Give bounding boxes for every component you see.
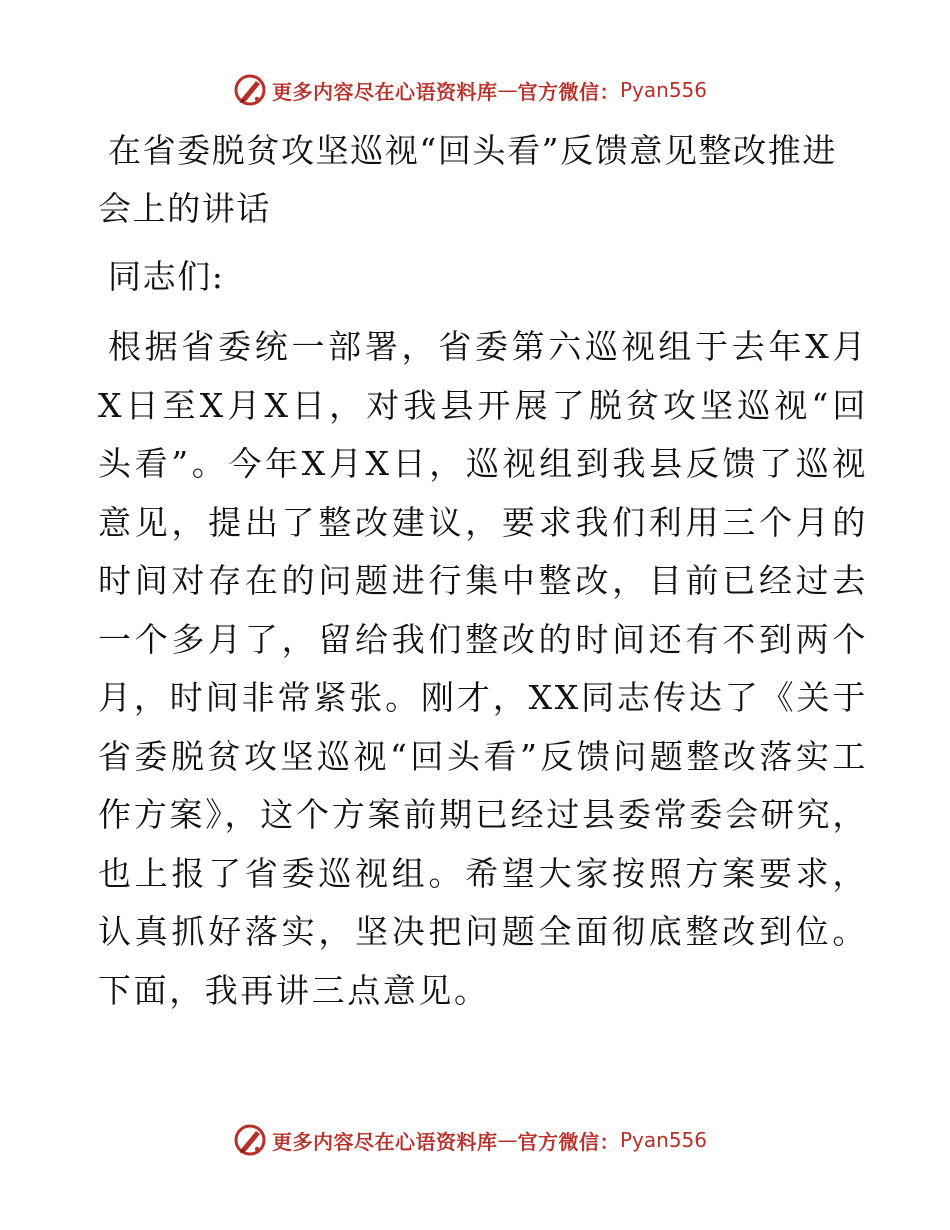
watermark-separator: —: [497, 78, 518, 102]
footer-watermark: [232, 1120, 707, 1160]
watermark-brand: 更多内容尽在心语资料库: [272, 79, 498, 104]
body-paragraph: 根据省委统一部署，省委第六巡视组于去年X月X日至X月X日，对我县开展了脱贫攻坚巡视“回头看”。今年X月X日，巡视组到我县反馈了巡视意见，提出了整改建议，要求我们利用三个月的时间对存在的问题进行集中整改，目前已经过去一个多月了，留给我们整改的时间还有不到两个月，时间非常紧张。刚才，XX同志传达了《关于省委脱贫攻坚巡视“回头看”反馈问题整改落实工作方案》，这个方案前期已经过县委常委会研究，也上报了省委巡视组。希望大家按照方案要求，认真抓好落实，坚决把问题全面彻底整改到位。下面，我再讲三点意见。: [98, 327, 868, 1010]
speech-title: 在省委脱贫攻坚巡视“回头看”反馈意见整改推进会上的讲话: [98, 131, 837, 228]
watermark-wechat-id: Pyan556: [620, 1128, 708, 1152]
watermark-wechat-label: 官方微信：: [517, 79, 620, 104]
document-body: [98, 122, 868, 1020]
watermark-wechat-label: 官方微信：: [517, 1129, 620, 1154]
header-watermark: [232, 70, 707, 110]
pen-logo-icon: [232, 72, 268, 108]
pen-logo-icon: [232, 1122, 268, 1158]
watermark-separator: —: [497, 1128, 518, 1152]
watermark-wechat-id: Pyan556: [620, 78, 708, 102]
greeting: 同志们:: [108, 257, 225, 296]
watermark-brand: 更多内容尽在心语资料库: [272, 1129, 498, 1154]
